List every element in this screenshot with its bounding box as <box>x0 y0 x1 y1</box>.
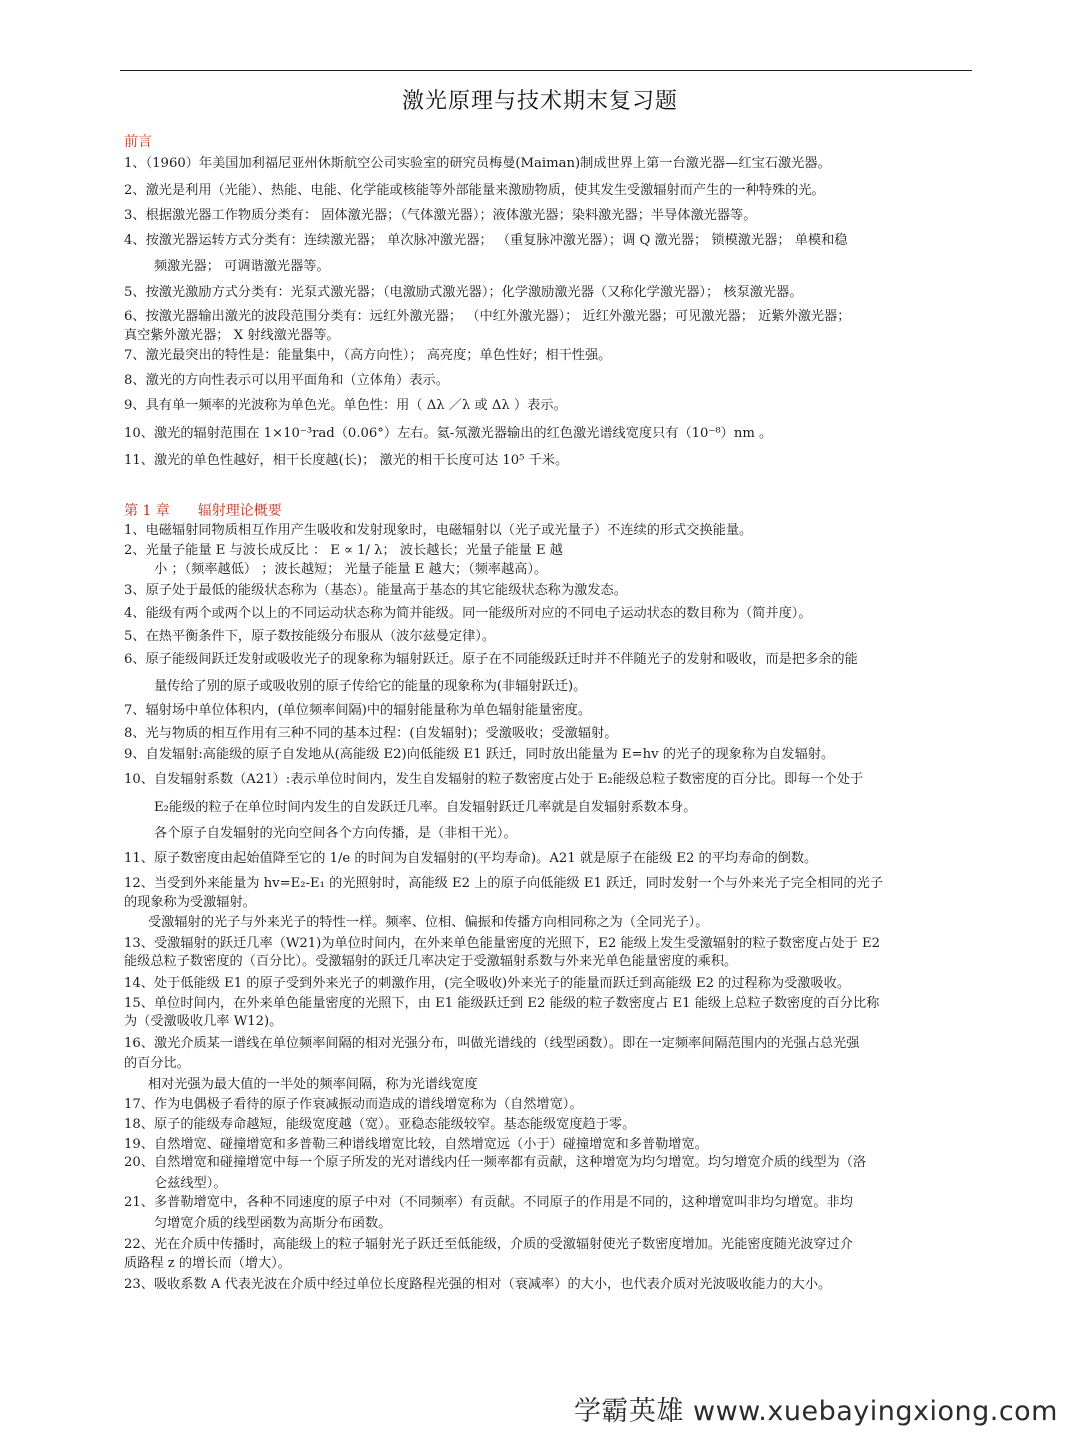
text-line: 为（受激吸收几率 W12)。 <box>124 1014 283 1029</box>
text-line: 仑兹线型）。 <box>154 1176 227 1191</box>
text-line: 12、当受到外来能量为 hv=E₂-E₁ 的光照射时，高能级 E2 上的原子向低能级 E1 跃迁，同时发射一个与外来光子完全相同的光子 <box>124 876 884 891</box>
text-line: 20、自然增宽和碰撞增宽中每一个原子所发的光对谱线内任一频率都有贡献，这种增宽为均匀增宽。均匀增宽介质的线型为（洛 <box>124 1155 867 1170</box>
text-line: 14、处于低能级 E1 的原子受到外来光子的刺激作用，(完全吸收)外来光子的能量而跃迁到高能级 E2 的过程称为受激吸收。 <box>124 976 851 991</box>
text-line: 3、原子处于最低的能级状态称为（基态）。能量高于基态的其它能级状态称为激发态。 <box>124 583 627 598</box>
text-line: 19、自然增宽、碰撞增宽和多普勒三种谱线增宽比较，自然增宽远（小于）碰撞增宽和多普勒增宽。 <box>124 1137 708 1152</box>
text-line: 15、单位时间内，在外来单色能量密度的光照下，由 E1 能级跃迁到 E2 能级的粒子数密度占 E1 能级上总粒子数密度的百分比称 <box>124 996 880 1011</box>
text-line: 21、多普勒增宽中，各种不同速度的原子中对（不同频率）有贡献。不同原子的作用是不同的，这种增宽叫非均匀增宽。非均 <box>124 1195 853 1210</box>
preface-heading: 前言 <box>124 134 152 150</box>
text-line: 2、光量子能量 E 与波长成反比 ： E ∝ 1/ λ； 波长越长；光量子能量 E 越 <box>124 543 563 558</box>
text-line: 7、激光最突出的特性是：能量集中，（高方向性）； 高亮度；单色性好；相干性强。 <box>124 348 612 363</box>
text-line: E₂能级的粒子在单位时间内发生的自发跃迁几率。自发辐射跃迁几率就是自发辐射系数本身。 <box>154 800 697 815</box>
chapter1-heading: 第 1 章 辐射理论概要 <box>124 503 282 519</box>
text-line: 相对光强为最大值的一半处的频率间隔，称为光谱线宽度 <box>148 1077 478 1092</box>
text-line: 1、电磁辐射同物质相互作用产生吸收和发射现象时，电磁辐射以（光子或光量子）不连续的形式交换能量。 <box>124 523 753 538</box>
text-line: 8、光与物质的相互作用有三种不同的基本过程：(自发辐射)；受激吸收；受激辐射。 <box>124 726 618 741</box>
text-line: 5、按激光激励方式分类有：光泵式激光器；（电激励式激光器）；化学激励激光器（又称化学激光器）； 核泵激光器。 <box>124 285 803 300</box>
text-line: 10、激光的辐射范围在 1×10⁻³rad（0.06°）左右。氦-氖激光器输出的红色激光谱线宽度只有（10⁻⁸）nm 。 <box>124 426 773 441</box>
text-line: 真空紫外激光器； X 射线激光器等。 <box>124 328 340 343</box>
text-line: 2、激光是利用（光能）、热能、电能、化学能或核能等外部能量来激励物质，使其发生受激辐射而产生的一种特殊的光。 <box>124 183 825 198</box>
text-line: 质路程 z 的增长而（增大）。 <box>124 1256 291 1271</box>
text-line: 11、激光的单色性越好，相干长度越(长)； 激光的相干长度可达 10⁵ 千米。 <box>124 453 569 468</box>
text-line: 小 ；（频率越低） ；波长越短； 光量子能量 E 越大；（频率越高）。 <box>154 562 548 577</box>
text-line: 频激光器； 可调谐激光器等。 <box>154 259 330 274</box>
text-line: 各个原子自发辐射的光向空间各个方向传播，是（非相干光）。 <box>154 826 517 841</box>
text-line: 7、辐射场中单位体积内，(单位频率间隔)中的辐射能量称为单色辐射能量密度。 <box>124 703 592 718</box>
text-line: 17、作为电偶极子看待的原子作衰减振动而造成的谱线增宽称为（自然增宽）。 <box>124 1097 583 1112</box>
text-line: 13、受激辐射的跃迁几率（W21)为单位时间内，在外来单色能量密度的光照下，E2 能级上发生受激辐射的粒子数密度占处于 E2 <box>124 936 881 951</box>
text-line: 4、按激光器运转方式分类有：连续激光器； 单次脉冲激光器； （重复脉冲激光器）；调 Q 激光器； 锁模激光器； 单模和稳 <box>124 233 848 248</box>
text-line: 的现象称为受激辐射。 <box>124 895 256 910</box>
text-line: 受激辐射的光子与外来光子的特性一样。频率、位相、偏振和传播方向相同称之为（全同光子）。 <box>148 915 709 930</box>
text-line: 23、吸收系数 A 代表光波在介质中经过单位长度路程光强的相对（衰减率）的大小，也代表介质对光波吸收能力的大小。 <box>124 1277 832 1292</box>
text-line: 8、激光的方向性表示可以用平面角和（立体角）表示。 <box>124 373 449 388</box>
text-line: 匀增宽介质的线型函数为高斯分布函数。 <box>154 1216 392 1231</box>
text-line: 4、能级有两个或两个以上的不同运动状态称为简并能级。同一能级所对应的不同电子运动状态的数目称为（简并度）。 <box>124 606 812 621</box>
text-line: 6、原子能级间跃迁发射或吸收光子的现象称为辐射跃迁。原子在不同能级跃迁时并不伴随光子的发射和吸收，而是把多余的能 <box>124 652 858 667</box>
text-line: 1、（1960）年美国加利福尼亚州休斯航空公司实验室的研究员梅曼(Maiman)制成世界上第一台激光器—红宝石激光器。 <box>124 156 831 171</box>
text-line: 11、原子数密度由起始值降至它的 1/e 的时间为自发辐射的(平均寿命)。A21 就是原子在能级 E2 的平均寿命的倒数。 <box>124 851 818 866</box>
text-line: 的百分比。 <box>124 1056 190 1071</box>
text-line: 6、按激光器输出激光的波段范围分类有：远红外激光器； （中红外激光器）； 近红外激光器；可见激光器； 近紫外激光器； <box>124 309 851 324</box>
text-line: 22、光在介质中传播时，高能级上的粒子辐射光子跃迁至低能级，介质的受激辐射使光子数密度增加。光能密度随光波穿过介 <box>124 1237 853 1252</box>
text-line: 5、在热平衡条件下，原子数按能级分布服从（波尔兹曼定律）。 <box>124 629 496 644</box>
text-line: 9、自发辐射:高能级的原子自发地从(高能级 E2)向低能级 E1 跃迁，同时放出能量为 E=hv 的光子的现象称为自发辐射。 <box>124 747 835 762</box>
text-line: 能级总粒子数密度的（百分比）。受激辐射的跃迁几率决定于受激辐射系数与外来光单色能量密度的乘积。 <box>124 954 738 969</box>
text-line: 18、原子的能级寿命越短，能级宽度越（宽）。亚稳态能级较窄。基态能级宽度趋于零。 <box>124 1117 636 1132</box>
text-line: 9、具有单一频率的光波称为单色光。单色性：用（ Δλ ／λ 或 Δλ ）表示。 <box>124 398 567 413</box>
watermark: 学霸英雄 www.xuebayingxiong.com <box>573 1396 1058 1427</box>
top-rule <box>120 70 972 71</box>
text-line: 量传给了别的原子或吸收别的原子传给它的能量的现象称为(非辐射跃迁)。 <box>154 679 587 694</box>
text-line: 16、激光介质某一谱线在单位频率间隔的相对光强分布，叫做光谱线的（线型函数）。即在一定频率间隔范围内的光强占总光强 <box>124 1036 860 1051</box>
text-line: 3、根据激光器工作物质分类有： 固体激光器；（气体激光器）；液体激光器；染料激光器；半导体激光器等。 <box>124 208 757 223</box>
page-title: 激光原理与技术期末复习题 <box>401 89 678 114</box>
text-line: 10、自发辐射系数（A21）:表示单位时间内，发生自发辐射的粒子数密度占处于 E₂能级总粒子数密度的百分比。即每一个处于 <box>124 772 864 787</box>
